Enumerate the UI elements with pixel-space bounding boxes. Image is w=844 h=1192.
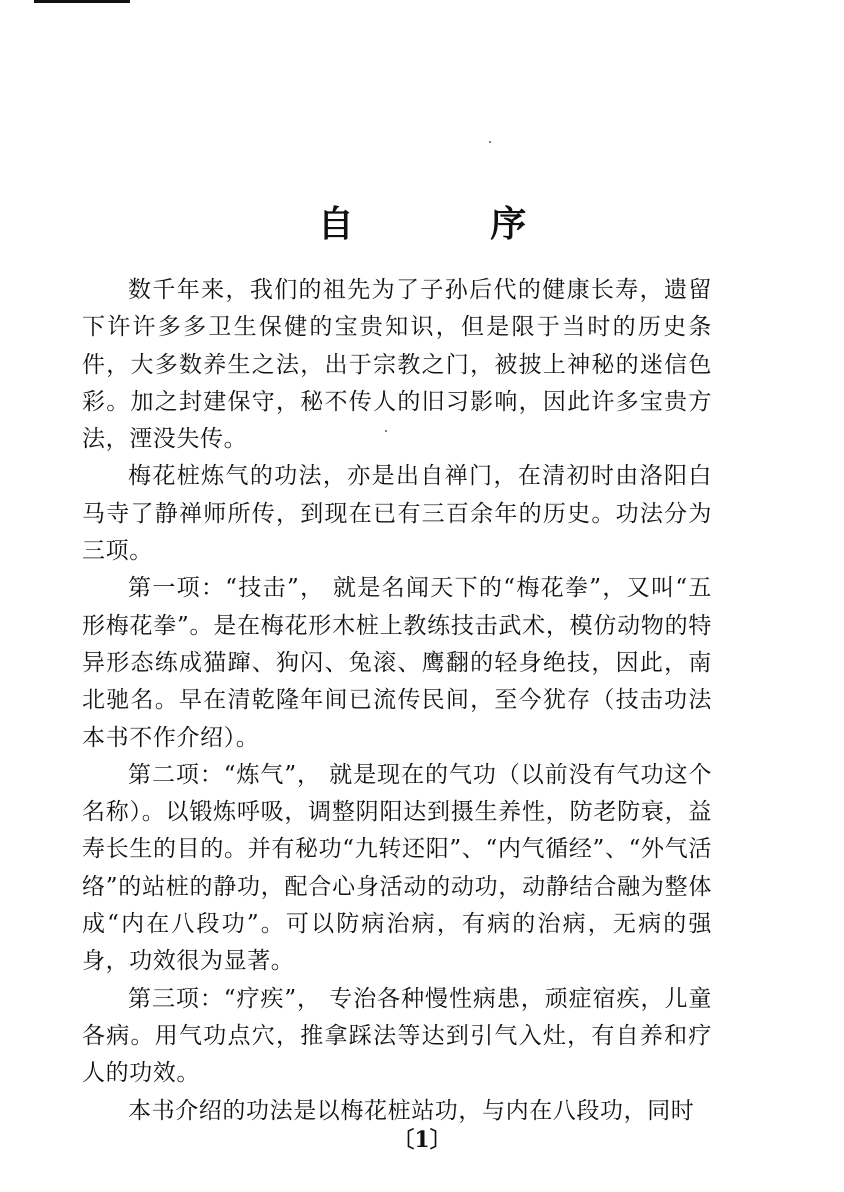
paragraph: 第三项：“疗疾”， 专治各种慢性病患，顽症宿疾，儿童各病。用气功点穴，推拿踩法等达到引气入灶，有自养和疗人的功效。	[82, 985, 712, 1087]
paragraph: 第二项：“炼气”， 就是现在的气功（以前没有气功这个名称）。以锻炼呼吸，调整阴阳达到摄生养性，防老防衰，益寿长生的目的。并有秘功“九转还阳”、“内气循经”、“外气活络”的站桩的静功，配合心身活动的动功，动静结合融为整体成“内在八段功”。可以防病治病，有病的治病，无病的强身，功效很为显著。	[82, 761, 712, 975]
paragraph: 本书介绍的功法是以梅花桩站功，与内在八段功，同时	[128, 1097, 695, 1124]
top-rule	[34, 0, 130, 3]
preface-body	[82, 272, 712, 1130]
paragraph: 梅花桩炼气的功法，亦是出自禅门，在清初时由洛阳白马寺了静禅师所传，到现在已有三百余年的历史。功法分为三项。	[82, 463, 712, 565]
page-number: 〔1〕	[392, 1127, 452, 1153]
paragraph: 第一项：“技击”， 就是名闻天下的“梅花拳”，又叫“五形梅花拳”。是在梅花形木桩上教练技击武术，模仿动物的特异形态练成猫蹿、狗闪、兔滚、鹰翻的轻身绝技，因此，南北驰名。早在清乾隆年间已流传民间，至今犹存（技击功法本书不作介绍）。	[82, 575, 712, 751]
scan-speck	[489, 141, 491, 143]
page-title: 自 序	[317, 203, 589, 245]
paragraph: 数千年来，我们的祖先为了子孙后代的健康长寿，遗留下许许多多卫生保健的宝贵知识，但是限于当时的历史条件，大多数养生之法，出于宗教之门，被披上神秘的迷信色彩。加之封建保守，秘不传人的旧习影响，因此许多宝贵方法，湮没失传。	[82, 277, 712, 453]
